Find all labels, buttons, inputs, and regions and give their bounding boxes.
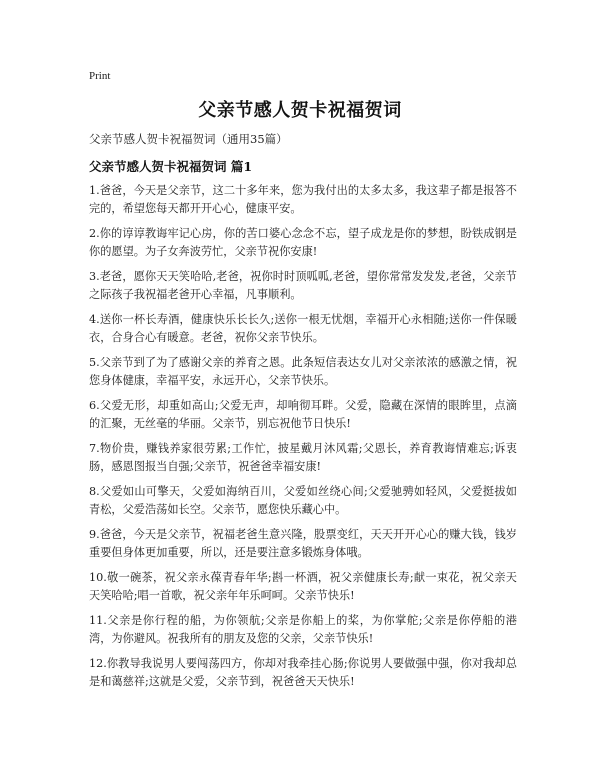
section-heading: 父亲节感人贺卡祝福贺词 篇1 bbox=[89, 159, 253, 174]
paragraph: 6.父爱无形，却重如高山;父爱无声，却响彻耳畔。父爱，隐藏在深情的眼眸里，点滴的汇聚，无丝毫的华丽。父亲节，别忘祝他节日快乐! bbox=[89, 399, 517, 430]
paragraph: 3.老爸，愿你天天笑哈哈,老爸，祝你时时顶呱呱,老爸，望你常常发发发,老爸，父亲节之际孩子我祝福老爸开心幸福，凡事顺利。 bbox=[89, 270, 517, 301]
print-label: Print bbox=[89, 70, 111, 82]
paragraph: 9.爸爸，今天是父亲节，祝福老爸生意兴隆，股票变红，天天开开心心的赚大钱，钱岁重要但身体更加重要，所以，还是要注意多锻炼身体哦。 bbox=[89, 528, 517, 559]
paragraph: 8.父爱如山可擎天，父爱如海纳百川，父爱如丝绕心间;父爱驰骋如轻风，父爱挺拔如青松，父爱浩荡如长空。父亲节，愿您快乐藏心中。 bbox=[89, 485, 517, 516]
paragraph: 12.你教导我说男人要闯荡四方，你却对我牵挂心肠;你说男人要做强中强，你对我却总是和蔼慈祥;这就是父爱，父亲节到，祝爸爸天天快乐! bbox=[89, 657, 517, 688]
paragraph: 4.送你一杯长寿酒，健康快乐长长久;送你一根无忧烟，幸福开心永相随;送你一件保暖衣，合身合心有暖意。老爸，祝你父亲节快乐。 bbox=[89, 313, 517, 344]
paragraph-list bbox=[89, 182, 517, 698]
paragraph: 7.物价贵，赚钱养家很劳累;工作忙，披星戴月沐风霜;父恩长，养育教诲情难忘;诉衷肠，感恩图报当自强;父亲节，祝爸爸幸福安康! bbox=[89, 442, 517, 473]
paragraph: 5.父亲节到了为了感谢父亲的养育之恩。此条短信表达女儿对父亲浓浓的感激之情，祝您身体健康，幸福平安，永远开心，父亲节快乐。 bbox=[89, 356, 517, 387]
page-subtitle: 父亲节感人贺卡祝福贺词（通用35篇） bbox=[89, 132, 288, 146]
paragraph: 1.爸爸，今天是父亲节，这二十多年来，您为我付出的太多太多，我这辈子都是报答不完的，希望您每天都开开心心，健康平安。 bbox=[89, 184, 517, 215]
paragraph: 11.父亲是你行程的船，为你领航;父亲是你船上的桨，为你掌舵;父亲是你停船的港湾，为你避风。祝我所有的朋友及您的父亲，父亲节快乐! bbox=[89, 614, 517, 645]
paragraph: 2.你的谆谆教诲牢记心房，你的苦口婆心念念不忘，望子成龙是你的梦想，盼铁成钢是你的愿望。为子女奔波劳忙，父亲节祝你安康! bbox=[89, 227, 517, 258]
paragraph: 10.敬一碗茶，祝父亲永葆青春年华;斟一杯酒，祝父亲健康长寿;献一束花，祝父亲天天笑哈哈;唱一首歌，祝父亲年年乐呵呵。父亲节快乐! bbox=[89, 571, 517, 602]
page-title: 父亲节感人贺卡祝福贺词 bbox=[198, 100, 402, 121]
